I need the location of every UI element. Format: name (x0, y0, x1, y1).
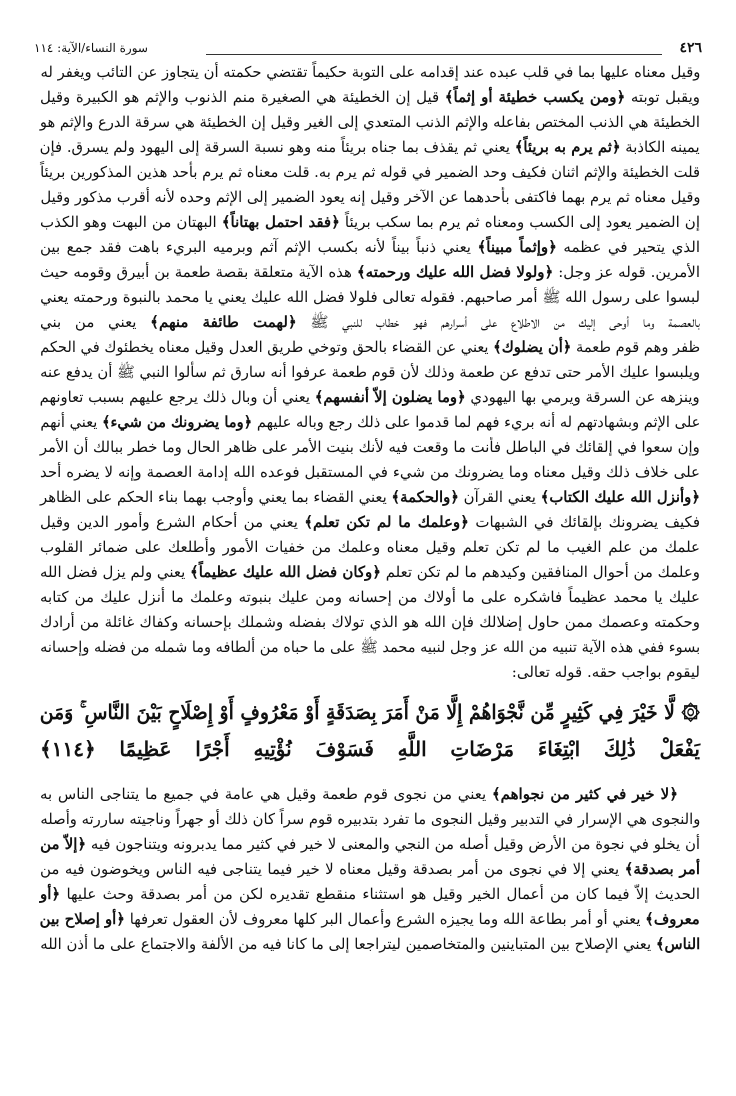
text-segment: ويلبسوا عليك الأمر حتى تدفع عن طعمة وذلك لأن قوم طعمة عرفوا أنه سارق ثم سألوا النبي ﷺ أن يدفع عنه (40, 363, 700, 381)
text-segment: بسوء ففي هذه الآية تنبيه من الله عز وجل لنبيه محمد ﷺ على ما حباه من ألطافه وما شمله من فضله وإحسانه (40, 638, 700, 656)
quoted-verse-phrase: ﴿ثم يرم به بريئاً﴾ (515, 138, 621, 156)
text-line (40, 832, 700, 857)
text-line (40, 857, 700, 882)
quoted-verse-phrase: ﴿أو إصلاح بين (40, 910, 126, 928)
text-segment: يعني ثم يقذف بما جناه بريئاً منه وهو نسبة السرقة إلى اليهود ولم يسرق. فإن (40, 138, 516, 156)
quoted-verse-phrase: ﴿أن يضلوك﴾ (493, 338, 572, 356)
quoted-verse-phrase: ﴿وإثماً مبيناً﴾ (477, 238, 557, 256)
text-line (40, 435, 700, 460)
commentary-paragraph-2 (40, 782, 700, 957)
text-segment: ليقوم بواجب حقه. قوله تعالى: (511, 663, 700, 681)
text-line (40, 85, 700, 110)
running-head: سورة النساء/الآية: ١١٤ (34, 41, 148, 55)
text-segment: بالعصمة وما أوحى إليك من الاطلاع على أسرارهم فهو خطاب للنبي ﷺ (296, 313, 700, 331)
text-line (40, 235, 700, 260)
text-line (40, 185, 700, 210)
text-segment: قلت الخطيئة والإثم اثنان فكيف وحد الضمير في قوله ثم يرم به. قلت معناه ثم يرم بأحد هذين المذكورين بريئاً (40, 163, 700, 181)
text-segment: قيل إن الخطيئة هي الصغيرة منم الذنوب والإثم هو الكبيرة وقيل (40, 88, 445, 106)
text-line (40, 882, 700, 907)
text-line (40, 660, 700, 685)
text-segment: وحكمته وعصمك ممن حاول إضلالك فإن الله هو الذي تولاك بفضله وشملك بإحسانه وكفاك غائلة من أرادك (40, 613, 700, 631)
text-segment: يعني إلا في نجوى من أمر بصدقة وقيل معناه لا خير فيما يتناجى فيه الناس ويخوضون فيه من (40, 860, 625, 878)
text-line (40, 285, 700, 310)
text-line (40, 210, 700, 235)
text-line (40, 635, 700, 660)
text-segment: يعني الإصلاح بين المتباينين والمتخاصمين ليتراجعا إلى ما كانا فيه من الألفة والاجتماع على ما أذن الله (40, 935, 656, 953)
text-line (40, 310, 700, 335)
quoted-verse-phrase: ﴿لا خير في كثير من نجواهم﴾ (491, 785, 678, 803)
quoted-verse-phrase: ﴿وما يضرونك من شيء﴾ (101, 413, 252, 431)
text-segment: إن الضمير يعود إلى الكسب ومعناه ثم يرم بما سكب بريئاً (339, 213, 700, 231)
text-segment: الحديث إلاّ فيما كان من أعمال الخير وقيل هو استثناء منقطع تقديره لكن من أمر بصدقة وحث عليها (60, 885, 700, 903)
text-segment: ويقبل توبته (625, 88, 700, 106)
text-segment: الخطيئة هي الذنب المختص بفاعله والإثم الذنب المتعدي إلى الغير وقيل إن الخطيئة هي سرقة الدرع والإثم هو (40, 113, 700, 131)
text-segment: يعني من بني (40, 313, 151, 331)
text-segment: يعني القضاء بما يعني وأوجب بهما بناء الحكم على الظاهر (40, 488, 392, 506)
text-segment: يعني القرآن (458, 488, 541, 506)
commentary-paragraph-1 (40, 60, 700, 685)
quoted-verse-phrase: ﴿وأنزل الله عليك الكتاب﴾ (540, 488, 700, 506)
text-line (40, 160, 700, 185)
page-number: ٤٢٦ (679, 40, 702, 56)
text-segment: وقيل معناه ثم يرم بهما فاكتفى بأحدهما عن الآخر وقيل إنه يعود الضمير إلى الإثم وحده لأنه أقرب مذكور وقيل (40, 188, 700, 206)
text-segment: يعني من نجوى قوم طعمة وقيل هي عامة في جميع ما يتناجى الناس به (40, 785, 492, 803)
text-segment: على الإثم وبشهادتهم له أنه بريء فهم لما قدموا على ذلك رجع وباله عليهم (251, 413, 700, 431)
quoted-verse-phrase: ﴿والحكمة﴾ (391, 488, 459, 506)
text-segment: عليك يا محمد عظيماً فاشكره على ما أولاك من إحسانه ومن عليك بنبوته وعلمك ما أنزل عليك من كتابه (40, 588, 700, 606)
quoted-verse-phrase: ﴿وكان فضل الله عليك عظيماً﴾ (190, 563, 382, 581)
text-segment: وعلمك من أحوال المنافقين وكيدهم ما لم تكن تعلم (381, 563, 700, 581)
text-segment: وقيل معناه عليها بما في قلب عبده عند إقدامه على التوبة حكيماً تقتضي حكمته أن يتجاوز عن التائب ويغفر له (40, 63, 700, 81)
quoted-verse-phrase: معروف﴾ (645, 910, 700, 928)
text-line (40, 510, 700, 535)
text-segment: على خلاف ذلك وقيل معناه وما يضرونك من شيء في المستقبل فوعده الله إدامة العصمة وإنه لا يضره أحد (40, 463, 700, 481)
text-line (40, 560, 700, 585)
quoted-verse-phrase: ﴿ولولا فضل الله عليك ورحمته﴾ (356, 263, 554, 281)
text-line (40, 932, 700, 957)
text-line (40, 610, 700, 635)
text-segment: يعني أنهم (40, 413, 102, 431)
text-segment: ظفر وهم قوم طعمة (571, 338, 700, 356)
text-segment: يعني ولم يزل فضل الله (40, 563, 191, 581)
quoted-verse-phrase: ﴿وما يضلون إلاّ أنفسهم﴾ (315, 388, 467, 406)
text-segment: أن يخلو في نجوة من الأرض وقيل أصله من النجي والمعنى لا خير في كثير مما يدبرونه ويتناجون فيه (86, 835, 700, 853)
quoted-verse-phrase: ﴿ومن يكسب خطيئة أو إثماً﴾ (444, 88, 626, 106)
verse-line: يَفْعَلْ ذَٰلِكَ ابْتِغَاءَ مَرْضَاتِ اللَّهِ فَسَوْفَ نُؤْتِيهِ أَجْرًا عَظِيمًا ﴿١١٤﴾ (40, 737, 700, 761)
page-header (34, 40, 702, 60)
quoted-verse-phrase: ﴿إلاّ من (40, 835, 87, 853)
text-line (40, 485, 700, 510)
text-segment: البهتان من البهت وهو الكذب (40, 213, 222, 231)
quoted-verse-phrase: ﴿فقد احتمل بهتاناً﴾ (221, 213, 340, 231)
quoted-verse-phrase: أمر بصدقة﴾ (624, 860, 700, 878)
quoted-verse-phrase: الناس﴾ (655, 935, 700, 953)
verse-line: ۞ لَّا خَيْرَ فِي كَثِيرٍ مِّن نَّجْوَاهُمْ إِلَّا مَنْ أَمَرَ بِصَدَقَةٍ أَوْ مَعْرُوفٍ أَوْ إِصْلَاحٍ بَيْنَ النَّاسِ ۚ وَمَن (40, 700, 700, 724)
text-segment: والنجوى هي الإسرار في التدبير وقيل النجوى ما تفرد بتدبيره قوم سراً كان ذلك أو جهراً وناجيته ساررته وأصله (40, 810, 700, 828)
text-segment: يعني أو أمر بطاعة الله وما يجيزه الشرع وأعمال البر كلها معروف لأن العقول تعرفها (125, 910, 646, 928)
quoted-verse-phrase: ﴿لهمت طائفة منهم﴾ (150, 313, 297, 331)
text-line (40, 460, 700, 485)
text-segment: لبسوا على رسول الله ﷺ أمر صاحبهم. فقوله تعالى فلولا فضل الله عليك يعني يا محمد بالنبوة ورحمته يعني (40, 288, 700, 306)
text-line (40, 410, 700, 435)
text-segment: يعني ذنباً بيناً لأنه بكسب الإثم آثم وبرميه البريء باهت فقد جمع بين (40, 238, 478, 256)
text-segment: الأمرين. قوله عز وجل: (553, 263, 700, 281)
text-segment: وإن سعوا في إلقائك في الباطل فأنت ما وقعت فيه لأنك بنيت الأمر على ظاهر الحال وما خطر ببالك أن الأمر (40, 438, 700, 456)
text-segment: علمك من علم الغيب ما لم تكن تعلم وقيل معناه وعلمك من خفيات الأمور وأطلعك على ضمائر القلوب (40, 538, 700, 556)
quoted-verse-phrase: ﴿أو (40, 885, 61, 903)
text-line (40, 135, 700, 160)
text-segment: وينزهه عن السرقة ويرمي بها اليهودي (466, 388, 700, 406)
text-line (40, 535, 700, 560)
text-segment: يعني من أحكام الشرع وأمور الدين وقيل (40, 513, 305, 531)
text-line (40, 907, 700, 932)
text-line (40, 360, 700, 385)
text-segment: الذي يتحير في عظمه (556, 238, 700, 256)
text-line (40, 260, 700, 285)
text-segment: يمينه الكاذبة (620, 138, 700, 156)
header-rule (206, 54, 662, 55)
text-line (40, 807, 700, 832)
text-line (40, 110, 700, 135)
text-line (40, 60, 700, 85)
text-line (40, 385, 700, 410)
text-line (40, 335, 700, 360)
text-segment: هذه الآية متعلقة بقصة طعمة بن أبيرق وقومه حيث (39, 263, 357, 281)
text-line (40, 782, 700, 807)
text-segment: يعني عن القضاء بالحق وتوخي طريق العدل وقيل معناه يخطئوك في الحكم (40, 338, 494, 356)
text-segment: فكيف يضرونك بإلقائك في الشبهات (468, 513, 700, 531)
text-segment: يعني أن وبال ذلك يرجع عليهم بسبب تعاونهم (40, 388, 316, 406)
text-line (40, 585, 700, 610)
quoted-verse-phrase: ﴿وعلمك ما لم تكن تعلم﴾ (304, 513, 469, 531)
quran-verse (40, 694, 700, 768)
